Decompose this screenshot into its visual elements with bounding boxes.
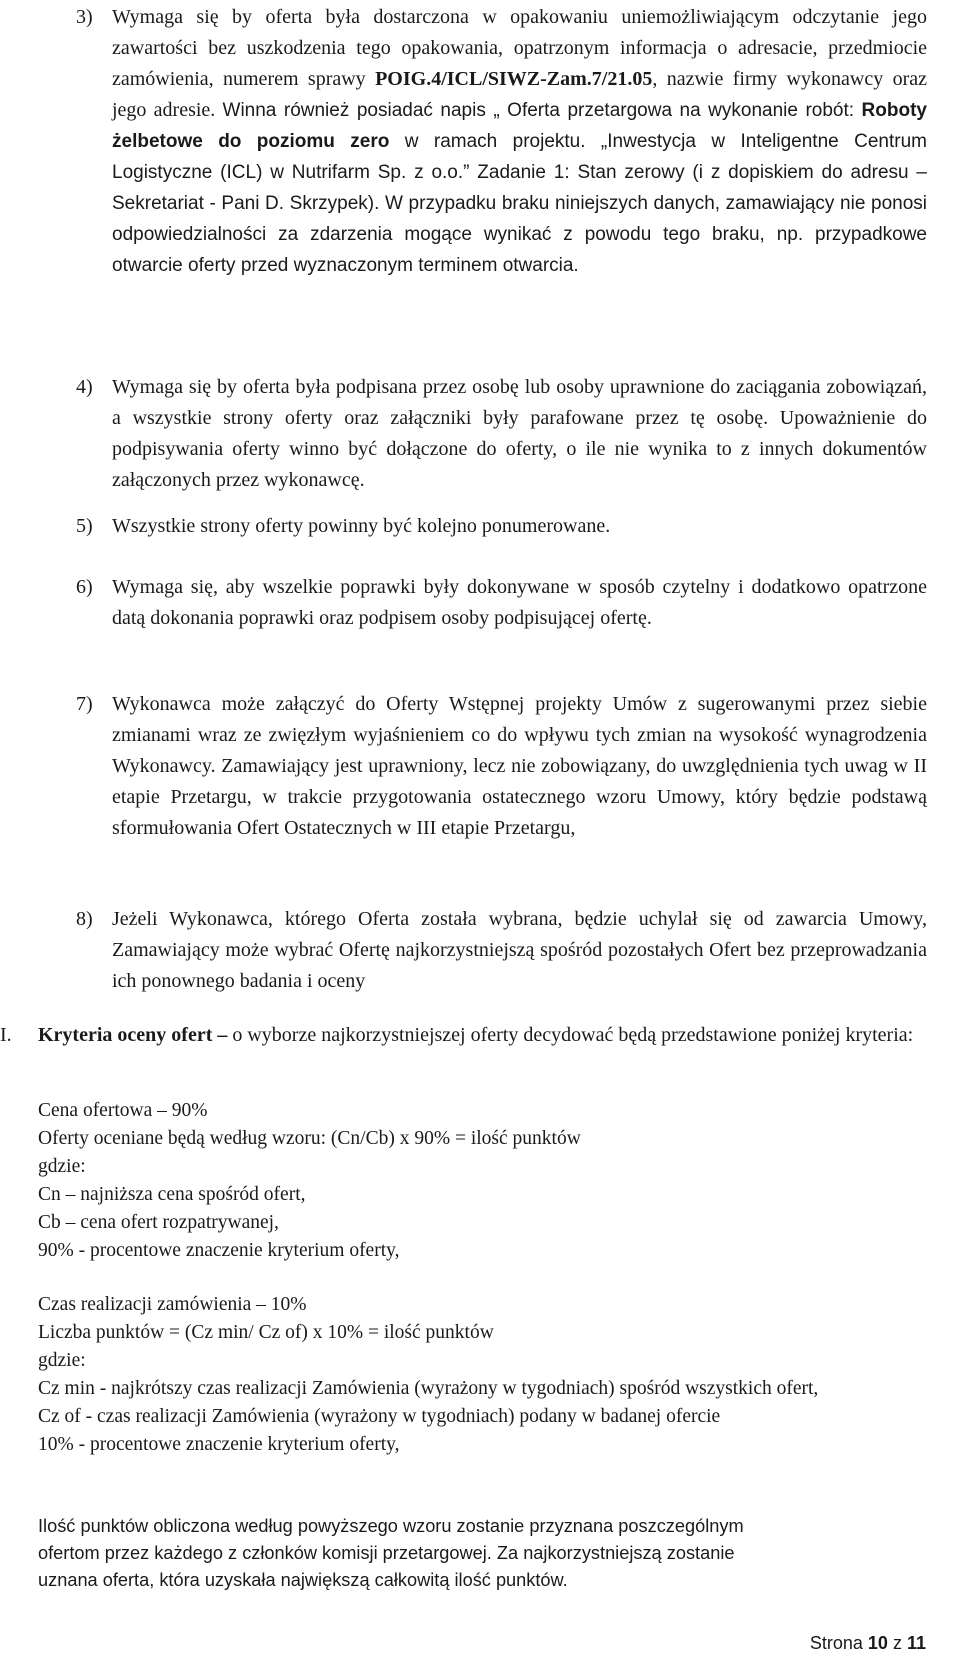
item-8-text: Jeżeli Wykonawca, którego Oferta została wybrana, będzie uchylał się od zawarcia Umowy, Zamawiający może wybrać Ofertę najkorzystniejszą spośród pozostałych Ofert bez przeprowadzania ich ponownego badania i oceny (112, 908, 927, 992)
item-3-text-part-3: Winna również posiadać napis „ Oferta przetargowa na wykonanie robót: (222, 100, 862, 121)
page-of: z (887, 1633, 907, 1653)
list-item-number: 8) (76, 908, 93, 930)
item-7-text: Wykonawca może załączyć do Oferty Wstępnej projekty Umów z sugerowanymi przez siebie zmianami wraz ze zwięzłym wyjaśnieniem co do wpływu tych zmian na wysokość wynagrodzenia Wykonawcy. Zamawiający jest uprawniony, lecz nie zobowiązany, do uwzględnienia tych uwag w II etapie Przetargu, w trakcie przygotowania ostatecznego wzoru Umowy, który będzie podstawą sformułowania Ofert Ostatecznych w III etapie Przetargu, (112, 693, 927, 839)
summary-line-1: Ilość punktów obliczona według powyższego wzoru zostanie przyznana poszczególnym (38, 1516, 744, 1536)
list-item-number: 6) (76, 576, 93, 598)
criteria-price-block (38, 1097, 928, 1265)
criteria-time-heading: Czas realizacji zamówienia – 10% (38, 1294, 307, 1315)
criteria-price-def-cn: Cn – najniższa cena spośród ofert, (38, 1184, 306, 1205)
page-number (810, 1628, 926, 1659)
criteria-price-formula: Oferty oceniane będą według wzoru: (Cn/Cb) x 90% = ilość punktów (38, 1128, 581, 1149)
list-item-number: 7) (76, 693, 93, 715)
list-item-3 (76, 2, 927, 281)
page-current: 10 (867, 1633, 888, 1653)
criteria-time-def-czmin: Cz min - najkrótszy czas realizacji Zamówienia (wyrażony w tygodniach) spośród wszystkich ofert, (38, 1378, 819, 1399)
section-title: Kryteria oceny ofert (38, 1024, 213, 1046)
section-intro-text: o wyborze najkorzystniejszej oferty decydować będą przedstawione poniżej kryteria: (232, 1024, 914, 1046)
item-4-text: Wymaga się by oferta była podpisana przez osobę lub osoby uprawnione do zaciągania zobowiązań, a wszystkie strony oferty oraz załączniki były parafowane przez tę osobę. Upoważnienie do podpisywania oferty winno być dołączone do oferty, o ile nie wynika to z innych dokumentów załączonych przez wykonawcę. (112, 376, 927, 491)
section-dash: – (212, 1024, 233, 1046)
criteria-price-def-cb: Cb – cena ofert rozpatrywanej, (38, 1212, 279, 1233)
section-criteria (0, 1020, 928, 1051)
case-number-a: POIG.4/ICL/SIWZ-Zam.7/21. (375, 68, 633, 90)
item-6-text: Wymaga się, aby wszelkie poprawki były dokonywane w sposób czytelny i dodatkowo opatrzone datą dokonania poprawki oraz podpisem osoby podpisującej ofertę. (112, 576, 927, 629)
criteria-time-weight: 10% - procentowe znaczenie kryterium oferty, (38, 1434, 400, 1455)
list-item-8 (76, 904, 927, 997)
list-item-number: 5) (76, 515, 93, 537)
item-3-text-part-2: , nazwie firmy wykonawcy oraz jego adresie. (112, 68, 927, 121)
list-item-6 (76, 572, 927, 634)
summary-block (38, 1513, 928, 1594)
item-5-text: Wszystkie strony oferty powinny być kolejno ponumerowane. (112, 515, 611, 537)
list-item-4 (76, 372, 927, 496)
criteria-price-heading: Cena ofertowa – 90% (38, 1100, 208, 1121)
page-word: Strona (809, 1633, 868, 1653)
criteria-price-where: gdzie: (38, 1156, 86, 1177)
summary-line-2: ofertom przez każdego z członków komisji przetargowej. Za najkorzystniejszą zostanie (38, 1543, 735, 1563)
criteria-time-where: gdzie: (38, 1350, 86, 1371)
criteria-time-block (38, 1291, 928, 1459)
criteria-time-formula: Liczba punktów = (Cz min/ Cz of) x 10% = ilość punktów (38, 1322, 494, 1343)
criteria-price-weight: 90% - procentowe znaczenie kryterium oferty, (38, 1240, 400, 1261)
case-number-b: 05 (632, 68, 653, 90)
list-item-7 (76, 689, 927, 844)
list-item-number: 3) (76, 6, 93, 28)
works-title: Roboty żelbetowe do poziomu zero (112, 100, 927, 152)
list-item-number: 4) (76, 376, 93, 398)
section-number: I. (0, 1024, 12, 1046)
item-3-text-part-1: Wymaga się by oferta była dostarczona w opakowaniu uniemożliwiającym odczytanie jego zawartości bez uszkodzenia tego opakowania, opatrzonym informacja o adresacie, przedmiocie zamówienia, numerem sprawy (112, 6, 927, 90)
summary-line-3: uznana oferta, która uzyskała największą całkowitą ilość punktów. (38, 1570, 568, 1590)
criteria-time-def-czof: Cz of - czas realizacji Zamówienia (wyrażony w tygodniach) podany w badanej ofercie (38, 1406, 721, 1427)
page-total: 11 (906, 1633, 926, 1653)
list-item-5 (76, 511, 927, 542)
item-3-text-part-4: w ramach projektu. „Inwestycja w Inteligentne Centrum Logistyczne (ICL) w Nutrifarm Sp. z o.o.” Zadanie 1: Stan zerowy (i z dopiskiem do adresu – Sekretariat - Pani D. Skrzypek). W przypadku braku niniejszych danych, zamawiający nie ponosi odpowiedzialności za zdarzenia mogące wynikać z powodu tego braku, np. przypadkowe otwarcie oferty przed wyznaczonym terminem otwarcia. (112, 131, 927, 276)
